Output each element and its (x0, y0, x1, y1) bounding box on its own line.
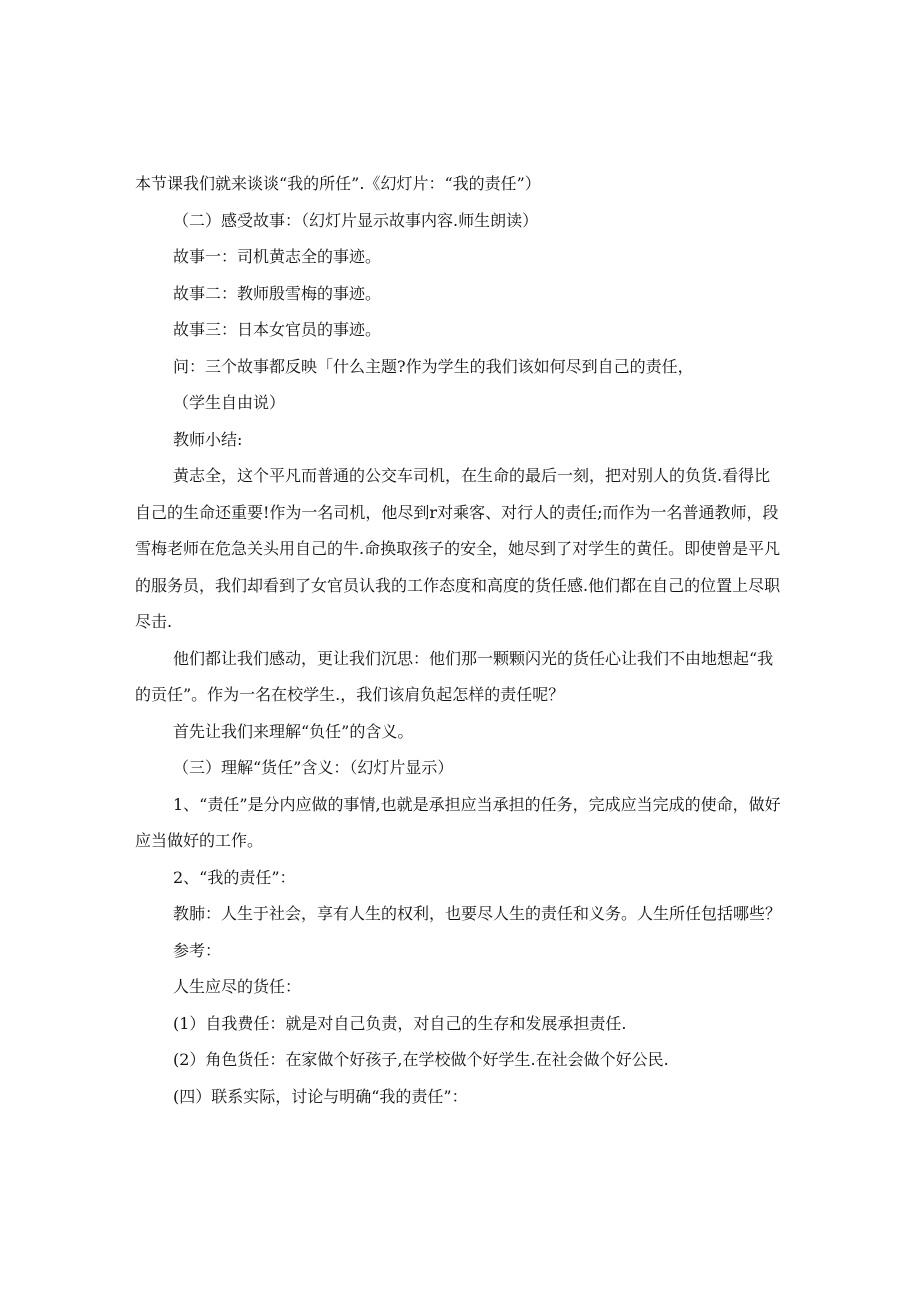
document-page (135, 166, 785, 1115)
reference-label: 参考： (173, 940, 222, 960)
teacher-summary-paragraph: 黄志全，这个平凡而普通的公交车司机，在生命的最后一刻，把对别人的负货.看得比自己的生命还重要!作为一名司机，他尽到r对乘客、对行人的责任;而作为一名普通教师，段雪梅老师在危急关头用自己的牛.命换取孩子的安全，她尽到了对学生的黄任。即使曾是平凡的服务员，我们却看到了女官员认我的工作态度和高度的货任感.他们都在自己的位置上尽职尽击. (135, 466, 781, 631)
section-heading-stories: （二）感受故事：（幻灯片显示故事内容.师生朗读） (173, 210, 539, 230)
definition-item-1: 1、“责任”是分内应做的事情,也就是承担应当承担的任务，完成应当完成的使命，做好应当做好的工作。 (135, 794, 781, 850)
story-two: 故事二：教师殷雪梅的事迹。 (173, 283, 382, 303)
reflection-paragraph: 他们都让我们感动，更让我们沉思：他们那一颗颗闪光的货任心让我们不由地想起“我的贡任”。作为一名在校学生.，我们该肩负起怎样的责任呢？ (135, 648, 774, 704)
section-heading-discussion: (四）联系实际，讨论与明确“我的责任”： (173, 1086, 468, 1106)
story-one: 故事一：司机黄志全的事迹。 (173, 247, 382, 266)
responsibility-item-1: (1）自我费任：就是对自己负责，对自己的生存和发展承担责任. (173, 1013, 627, 1033)
definition-item-2: 2、“我的责任”： (173, 867, 296, 887)
section-heading-meaning: （三）理解“货任”含义：（幻灯片显示） (173, 758, 454, 777)
understanding-intro: 首先让我们来理解“负任”的含义。 (173, 721, 414, 741)
teacher-summary-label: 教师小结: (173, 429, 243, 449)
story-three: 故事三：日本女官员的事迹。 (173, 320, 382, 339)
question: 问：三个故事都反映「什么主题?作为学生的我们该如何尽到自己的责任， (173, 356, 694, 376)
responsibility-item-2: (2）角色货任：在家做个好孩子,在学校做个好学生.在社会做个好公民. (173, 1050, 669, 1069)
paragraph-intro: 本节课我们就来谈谈“我的所任”.《幻灯片：“我的责任”） (135, 174, 541, 193)
student-response: （学生自由说） (173, 393, 286, 412)
teacher-question: 教肺：人生于社会，享有人生的权利，也要尽人生的责任和义务。人生所任包括哪些？ (173, 904, 782, 923)
responsibilities-heading: 人生应尽的货任： (173, 977, 302, 996)
